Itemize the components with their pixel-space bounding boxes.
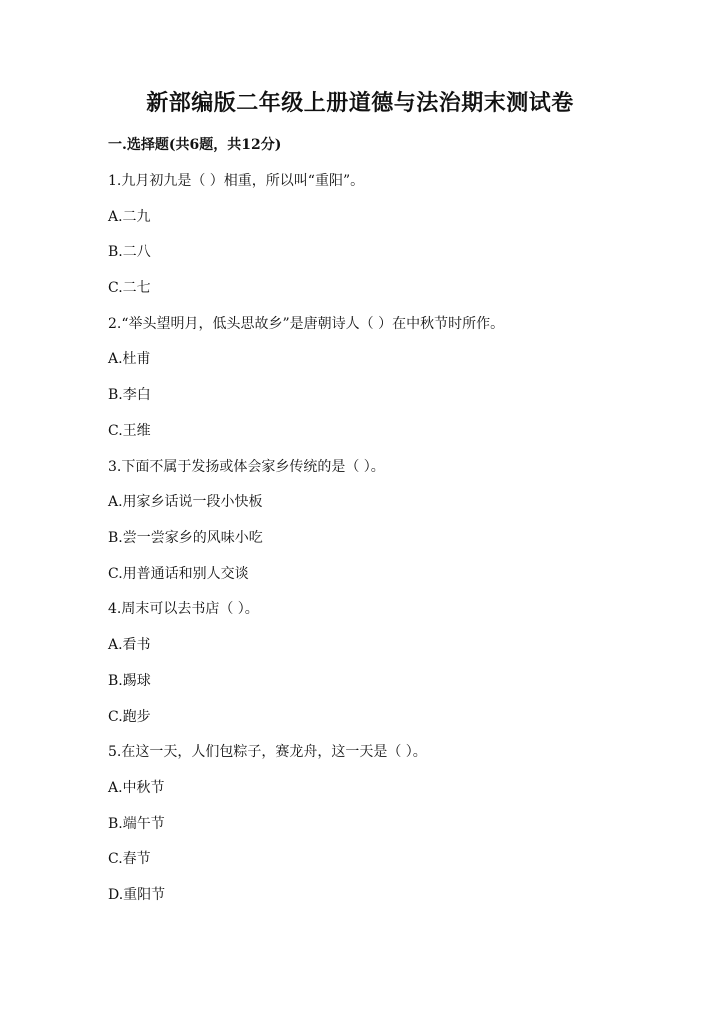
question-1-option-b[interactable]: B.二八	[108, 244, 151, 260]
question-3-option-b[interactable]: B.尝一尝家乡的风味小吃	[108, 530, 263, 546]
question-4-stem: 4.周末可以去书店（ ）。	[108, 601, 259, 617]
question-5-option-d[interactable]: D.重阳节	[108, 887, 166, 903]
question-3-option-c[interactable]: C.用普通话和别人交谈	[108, 566, 249, 582]
question-5-option-b[interactable]: B.端午节	[108, 816, 165, 832]
question-4-option-a[interactable]: A.看书	[108, 637, 151, 653]
question-1-option-c[interactable]: C.二七	[108, 280, 151, 296]
question-5-option-a[interactable]: A.中秋节	[108, 780, 165, 796]
question-1-stem: 1.九月初九是（ ）相重，所以叫“重阳”。	[108, 173, 365, 189]
question-2-option-c[interactable]: C.王维	[108, 423, 151, 439]
question-1-option-a[interactable]: A.二九	[108, 209, 151, 225]
question-5-stem: 5.在这一天，人们包粽子，赛龙舟，这一天是（ ）。	[108, 744, 427, 760]
question-4-option-c[interactable]: C.跑步	[108, 709, 151, 725]
question-2-option-b[interactable]: B.李白	[108, 387, 151, 403]
question-5-option-c[interactable]: C.春节	[108, 851, 151, 867]
question-3-stem: 3.下面不属于发扬或体会家乡传统的是（ ）。	[108, 459, 385, 475]
section-heading: 一.选择题(共6题，共12分)	[108, 137, 282, 153]
question-3-option-a[interactable]: A.用家乡话说一段小快板	[108, 494, 263, 510]
exam-title: 新部编版二年级上册道德与法治期末测试卷	[146, 90, 574, 116]
question-2-stem: 2.“举头望明月，低头思故乡”是唐朝诗人（ ）在中秋节时所作。	[108, 316, 505, 332]
question-4-option-b[interactable]: B.踢球	[108, 673, 151, 689]
question-2-option-a[interactable]: A.杜甫	[108, 351, 151, 367]
